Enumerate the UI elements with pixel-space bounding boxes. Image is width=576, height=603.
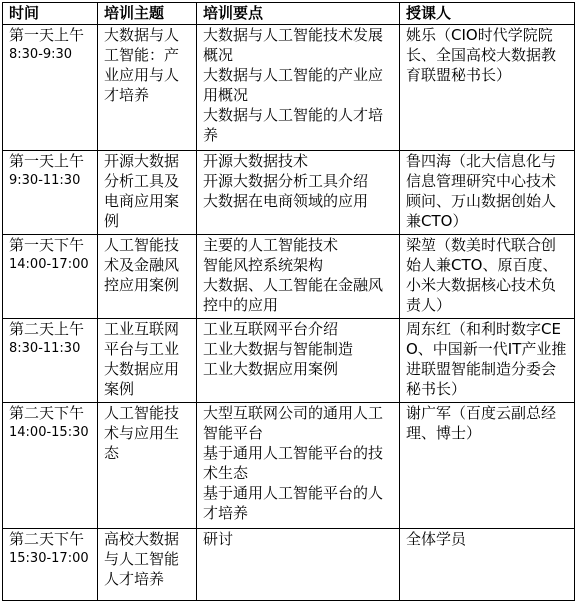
time-cell xyxy=(3,235,98,319)
point-item: 主要的人工智能技术 xyxy=(203,236,339,254)
day-label: 第一天上午 xyxy=(9,26,85,44)
lecturer-cell: 谢广军（百度云副总经理、博士） xyxy=(400,403,575,529)
point-item: 大数据与人工智能技术发展概况 xyxy=(203,26,384,64)
lecturer-cell: 全体学员 xyxy=(400,529,575,601)
point-item: 工业大数据应用案例 xyxy=(203,360,339,378)
point-item: 研讨 xyxy=(203,530,234,548)
point-item: 基于通用人工智能平台的人才培养 xyxy=(203,484,384,522)
table-row xyxy=(3,25,575,151)
day-label: 第二天上午 xyxy=(9,320,85,338)
point-item: 大型互联网公司的通用人工智能平台 xyxy=(203,404,384,442)
topic-cell: 大数据与人工智能：产业应用与人才培养 xyxy=(98,25,197,151)
point-item: 大数据与人工智能的人才培养 xyxy=(203,106,384,144)
point-item: 基于通用人工智能平台的技术生态 xyxy=(203,444,384,482)
topic-cell: 高校大数据与人工智能人才培养 xyxy=(98,529,197,601)
point-item: 开源大数据技术 xyxy=(203,152,309,170)
topic-cell: 人工智能技术与应用生态 xyxy=(98,403,197,529)
table-header-row xyxy=(3,3,575,25)
day-label: 第二天下午 xyxy=(9,530,85,548)
points-cell xyxy=(197,25,400,151)
points-cell xyxy=(197,529,400,601)
point-item: 大数据在电商领域的应用 xyxy=(203,192,369,210)
header-points: 培训要点 xyxy=(197,3,400,25)
table-row xyxy=(3,151,575,235)
time-range: 14:00-15:30 xyxy=(9,425,89,440)
points-cell xyxy=(197,235,400,319)
time-cell xyxy=(3,529,98,601)
time-cell xyxy=(3,319,98,403)
point-item: 智能风控系统架构 xyxy=(203,256,324,274)
topic-cell: 开源大数据分析工具及电商应用案例 xyxy=(98,151,197,235)
points-cell xyxy=(197,403,400,529)
lecturer-cell: 梁堃（数美时代联合创始人兼CTO、原百度、小米大数据核心技术负责人） xyxy=(400,235,575,319)
header-topic: 培训主题 xyxy=(98,3,197,25)
header-lecturer: 授课人 xyxy=(400,3,575,25)
day-label: 第一天上午 xyxy=(9,152,85,170)
table-row xyxy=(3,319,575,403)
time-cell xyxy=(3,151,98,235)
point-item: 大数据、人工智能在金融风控中的应用 xyxy=(203,276,384,314)
lecturer-cell: 姚乐（CIO时代学院院长、全国高校大数据教育联盟秘书长） xyxy=(400,25,575,151)
day-label: 第二天下午 xyxy=(9,404,85,422)
topic-cell: 工业互联网平台与工业大数据应用案例 xyxy=(98,319,197,403)
time-range: 15:30-17:00 xyxy=(9,551,89,566)
time-cell xyxy=(3,403,98,529)
table-row xyxy=(3,403,575,529)
time-cell xyxy=(3,25,98,151)
time-range: 9:30-11:30 xyxy=(9,173,81,188)
points-cell xyxy=(197,151,400,235)
lecturer-cell: 周东红（和利时数字CEO、中国新一代IT产业推进联盟智能制造分委会秘书长） xyxy=(400,319,575,403)
time-range: 8:30-11:30 xyxy=(9,341,81,356)
table-row xyxy=(3,235,575,319)
header-time: 时间 xyxy=(3,3,98,25)
points-cell xyxy=(197,319,400,403)
day-label: 第一天下午 xyxy=(9,236,85,254)
time-range: 8:30-9:30 xyxy=(9,47,73,62)
point-item: 大数据与人工智能的产业应用概况 xyxy=(203,66,384,104)
training-schedule-table xyxy=(2,2,575,601)
table-row xyxy=(3,529,575,601)
lecturer-cell: 鲁四海（北大信息化与信息管理研究中心技术顾问、万山数据创始人兼CTO） xyxy=(400,151,575,235)
point-item: 开源大数据分析工具介绍 xyxy=(203,172,369,190)
time-range: 14:00-17:00 xyxy=(9,257,89,272)
topic-cell: 人工智能技术及金融风控应用案例 xyxy=(98,235,197,319)
point-item: 工业大数据与智能制造 xyxy=(203,340,354,358)
point-item: 工业互联网平台介绍 xyxy=(203,320,339,338)
